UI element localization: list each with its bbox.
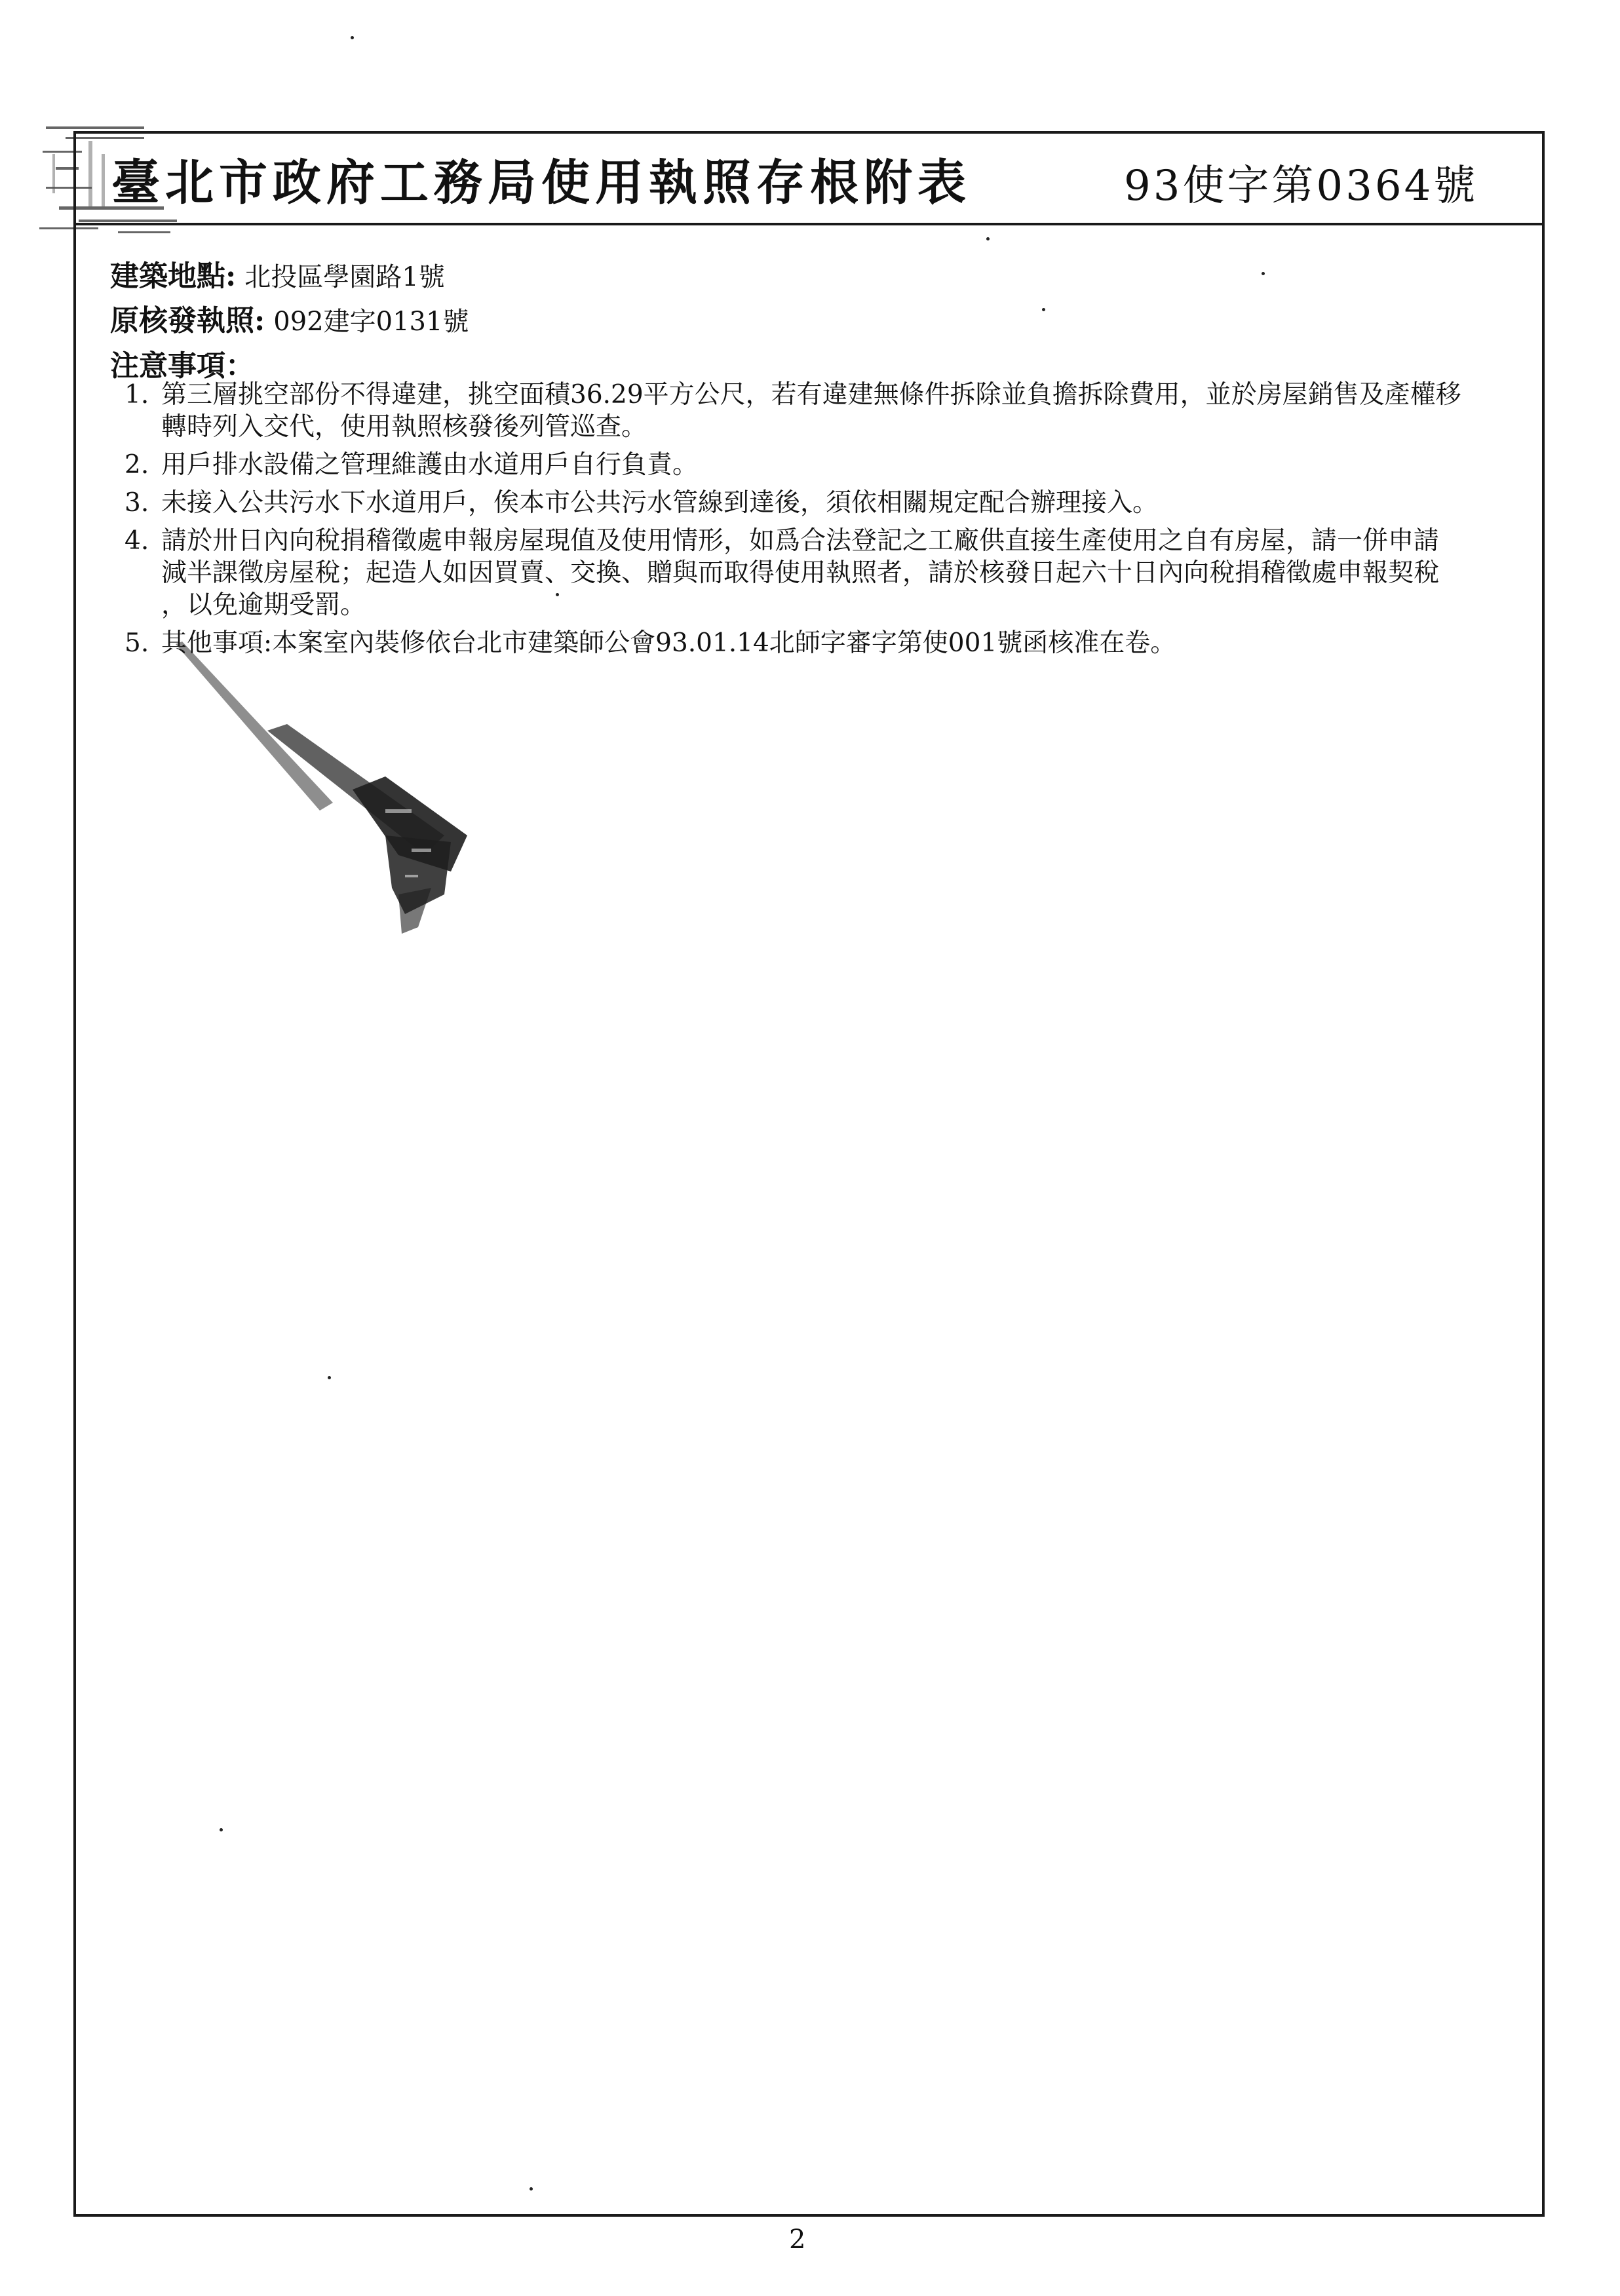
note-number: 3. bbox=[125, 488, 149, 518]
note-number: 5. bbox=[125, 628, 149, 658]
scan-speck bbox=[328, 1376, 331, 1379]
header-divider bbox=[73, 223, 1545, 225]
pen-scribble-mark bbox=[169, 639, 477, 947]
scan-speck bbox=[1262, 272, 1265, 275]
note-text: 未接入公共污水下水道用戶，俟本市公共污水管線到達後，須依相關規定配合辦理接入。 bbox=[161, 488, 1159, 518]
note-number: 1. bbox=[125, 380, 149, 410]
note-text: 用戶排水設備之管理維護由水道用戶自行負責。 bbox=[161, 450, 699, 480]
scan-speck bbox=[986, 237, 990, 240]
note-number: 4. bbox=[125, 526, 149, 556]
field-original-permit bbox=[110, 297, 469, 339]
document-title: 臺北市政府工務局使用執照存根附表 bbox=[111, 155, 971, 211]
field-value: 092建字0131號 bbox=[273, 307, 469, 337]
scan-speck bbox=[220, 1828, 223, 1831]
note-item bbox=[125, 525, 1533, 621]
note-item bbox=[125, 449, 1533, 481]
note-number: 2. bbox=[125, 450, 149, 480]
scan-speck bbox=[530, 2187, 533, 2191]
note-text: 減半課徵房屋稅；起造人如因買賣、交換、贈與而取得使用執照者，請於核發日起六十日內向稅捐稽徵處申報契稅 bbox=[161, 558, 1440, 588]
field-building-location bbox=[110, 252, 445, 294]
field-label: 原核發執照: bbox=[110, 304, 265, 337]
permit-number: 93使字第0364號 bbox=[1124, 162, 1478, 210]
note-text: 轉時列入交代，使用執照核發後列管巡查。 bbox=[161, 412, 647, 442]
note-item bbox=[125, 487, 1533, 519]
note-item bbox=[125, 379, 1533, 443]
field-value: 北投區學園路1號 bbox=[244, 262, 445, 292]
note-text: 其他事項:本案室內裝修依台北市建築師公會93.01.14北師字審字第使001號函核准在卷。 bbox=[161, 628, 1176, 658]
notes-heading: 注意事項： bbox=[110, 349, 254, 383]
note-text: 請於卅日內向稅捐稽徵處申報房屋現值及使用情形，如爲合法登記之工廠供直接生產使用之自有房屋，請一併申請 bbox=[161, 526, 1440, 556]
notes-list bbox=[125, 379, 1533, 665]
note-text: ，以免逾期受罰。 bbox=[161, 590, 366, 620]
scan-speck bbox=[351, 36, 354, 39]
page-number: 2 bbox=[789, 2225, 806, 2255]
scan-speck bbox=[1042, 308, 1045, 311]
scan-speck bbox=[556, 593, 559, 596]
note-text: 第三層挑空部份不得違建，挑空面積36.29平方公尺，若有違建無條件拆除並負擔拆除費用，並於房屋銷售及產權移 bbox=[161, 380, 1461, 410]
field-label: 建築地點: bbox=[110, 259, 237, 293]
